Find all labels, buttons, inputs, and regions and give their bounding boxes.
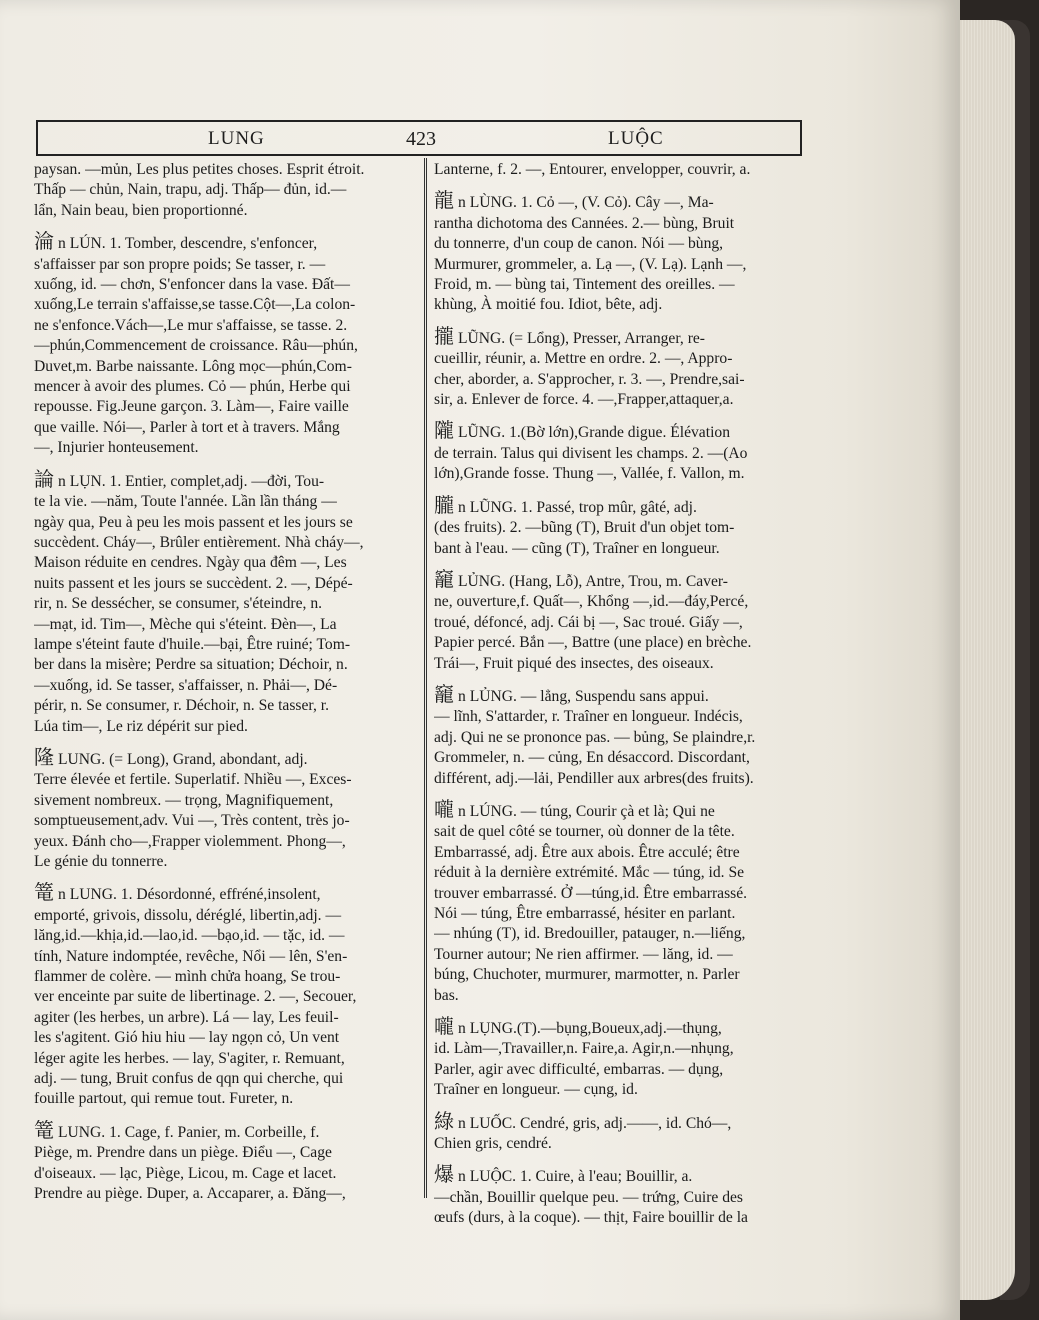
entry-text: n LỤN. 1. Entier, complet,adj. —đời, Tou- — [58, 472, 325, 490]
entry-text: œufs (durs, à la coque). — thịt, Faire bouillir de la — [434, 1209, 748, 1227]
entry-line — [434, 464, 814, 484]
entry-line — [34, 852, 416, 872]
entry-line — [34, 397, 416, 417]
entry-line — [434, 444, 814, 464]
entry-text: différent, adj.—lải, Pendiller aux arbres(des fruits). — [434, 769, 754, 787]
entry-text: n LUỐC. Cendré, gris, adj.——, id. Chó—, — [458, 1114, 732, 1132]
entry-line — [434, 255, 814, 275]
entry-text: nuits passent et les jours se succèdent. 2. —, Dépé- — [34, 574, 353, 592]
chinese-character: 篭 — [34, 882, 54, 905]
entry-line — [434, 214, 814, 234]
entry-text: lăng,id.—khịa,id.—lao,id. —bạo,id. — tặc, id. — — [34, 927, 345, 945]
entry-text: n LÚNG. — túng, Courir çà et là; Qui ne — [458, 802, 715, 820]
entry-line — [434, 633, 814, 653]
entry-line — [34, 926, 416, 946]
entry-line — [34, 1120, 416, 1143]
left-column — [34, 160, 416, 1215]
chinese-character: 隴 — [434, 420, 454, 443]
entry-text: Traîner en longueur. — cụng, id. — [434, 1081, 638, 1099]
entry-line — [34, 1069, 416, 1089]
entry-text: bas. — [434, 986, 459, 1004]
entry-line — [34, 201, 416, 221]
entry-line — [34, 316, 416, 336]
entry-line — [434, 495, 814, 518]
dictionary-entry — [434, 799, 814, 1006]
entry-text: que vaille. Nói—, Parler à tort et à travers. Mắng — [34, 418, 340, 436]
chinese-character: 篭 — [34, 1119, 54, 1142]
header-right-guideword: LUỘC — [608, 128, 664, 149]
entry-line — [434, 160, 814, 180]
entry-text: succèdent. Cháy—, Brûler entièrement. Nhà cháy—, — [34, 533, 364, 551]
entry-line — [434, 1039, 814, 1059]
entry-text: id. Làm—,Travailler,n. Faire,a. Agir,n.—nhụng, — [434, 1040, 734, 1058]
entry-text: agiter (les herbes, un arbre). Lá — lay, Les feuil- — [34, 1008, 339, 1026]
chinese-character: 隆 — [34, 746, 54, 769]
entry-text: (des fruits). 2. —bũng (T), Bruit d'un objet tom- — [434, 519, 735, 537]
entry-line — [434, 728, 814, 748]
entry-line — [434, 843, 814, 863]
entry-text: Thấp — chủn, Nain, trapu, adj. Thấp— đủn, id.— — [34, 181, 347, 199]
entry-text: n LÚN. 1. Tomber, descendre, s'enfoncer, — [58, 235, 318, 253]
entry-line — [34, 987, 416, 1007]
entry-text: Maison réduite en cendres. Ngày qua đêm —, Les — [34, 554, 347, 572]
entry-text: —mạt, id. Tim—, Mèche qui s'éteint. Đèn—, La — [34, 615, 337, 633]
entry-line — [34, 615, 416, 635]
entry-text: lẩn, Nain beau, bien proportionné. — [34, 201, 248, 219]
entry-text: LỦNG. (Hang, Lỗ), Antre, Trou, m. Caver- — [458, 572, 728, 590]
entry-text: bant à l'eau. — cũng (T), Traîner en longueur. — [434, 539, 720, 557]
dictionary-entry — [34, 1120, 416, 1205]
entry-line — [34, 1049, 416, 1069]
entry-line — [34, 967, 416, 987]
entry-text: Nói — túng, Être embarrassé, hésiter en parlant. — [434, 905, 736, 922]
entry-line — [434, 349, 814, 369]
entry-text: rantha dichotoma des Cannées. 2.— bùng, Bruit — [434, 214, 735, 232]
entry-continuation — [34, 160, 416, 221]
entry-line — [434, 326, 814, 349]
entry-text: Le génie du tonnerre. — [34, 853, 168, 870]
entry-line — [434, 684, 814, 707]
entry-line — [434, 1188, 814, 1208]
entry-text: somptueusement,adv. Vui —, Très content, très jo- — [34, 812, 350, 830]
entry-text: Trái—, Fruit piqué des insectes, des oiseaux. — [434, 654, 714, 672]
entry-line — [34, 1184, 416, 1204]
entry-line — [34, 635, 416, 655]
chinese-character: 竉 — [434, 683, 454, 706]
entry-line — [434, 924, 814, 944]
chinese-character: 爆 — [434, 1164, 454, 1187]
entry-line — [434, 769, 814, 789]
entry-line — [434, 863, 814, 883]
dictionary-entry — [434, 190, 814, 315]
entry-line — [434, 295, 814, 315]
entry-text: lớn),Grande fosse. Thung —, Vallée, f. Vallon, m. — [434, 465, 745, 483]
page-number: 423 — [406, 128, 436, 150]
entry-line — [34, 1089, 416, 1109]
entry-text: cher, aborder, a. S'approcher, r. 3. —, Prendre,sai- — [434, 370, 745, 388]
entry-text: Chien gris, cendré. — [434, 1135, 552, 1153]
entry-line — [434, 592, 814, 612]
entry-line — [434, 707, 814, 727]
entry-text: ngày qua, Peu à peu les mois passent et les jours se — [34, 513, 353, 531]
entry-text: ver enceinte par suite de libertinage. 2. —, Secouer, — [34, 988, 357, 1006]
entry-line — [434, 1208, 814, 1228]
entry-line — [34, 1028, 416, 1048]
entry-text: Lúa tim—, Le riz dépérit sur pied. — [34, 717, 248, 735]
entry-text: ne, ouverture,f. Quất—, Khổng —,id.—đáy,Percé, — [434, 593, 749, 611]
entry-line — [34, 1143, 416, 1163]
entry-line — [434, 390, 814, 410]
entry-line — [34, 231, 416, 254]
entry-text: Lanterne, f. 2. —, Entourer, envelopper, couvrir, a. — [434, 161, 751, 178]
chinese-character: 竉 — [434, 568, 454, 591]
entry-text: cueillir, réunir, a. Mettre en ordre. 2. —, Appro- — [434, 350, 733, 368]
entry-text: troué, défoncé, adj. Cái bị —, Sac troué. Giấy —, — [434, 613, 743, 631]
entry-text: — lĩnh, S'attarder, r. Traîner en longueur. Indécis, — [434, 708, 743, 726]
entry-text: Tourner autour; Ne rien affirmer. — lăng, id. — — [434, 945, 733, 963]
dictionary-entry — [434, 569, 814, 674]
entry-text: n LỤNG.(T).—bụng,Boueux,adj.—thụng, — [458, 1020, 722, 1038]
entry-text: Terre élevée et fertile. Superlatif. Nhiều —, Exces- — [34, 771, 352, 789]
entry-line — [34, 553, 416, 573]
chinese-character: 嚨 — [434, 1016, 454, 1039]
entry-text: Froid, m. — bùng tai, Tintement des oreilles. — — [434, 276, 735, 294]
entry-line — [34, 882, 416, 905]
header-left-guideword: LUNG — [208, 128, 265, 149]
entry-line — [34, 377, 416, 397]
entry-text: sivement nombreux. — trọng, Magnifiquement, — [34, 791, 334, 809]
entry-text: périr, n. Se consumer, r. Déchoir, n. Se tasser, r. — [34, 697, 330, 715]
entry-text: léger agite les herbes. — lay, S'agiter, r. Remuant, — [34, 1049, 345, 1067]
entry-line — [34, 655, 416, 675]
entry-text: Murmurer, grommeler, a. Lạ —, (V. Lạ). Lạnh —, — [434, 255, 747, 273]
entry-line — [434, 822, 814, 842]
entry-line — [34, 492, 416, 512]
entry-text: —, Injurier honteusement. — [34, 439, 199, 457]
entry-line — [434, 190, 814, 213]
entry-line — [34, 574, 416, 594]
entry-line — [34, 513, 416, 533]
entry-text: adj. Qui ne se prononce pas. — bủng, Se plaindre,r. — [434, 728, 756, 746]
entry-text: te la vie. —năm, Toute l'année. Lần lần tháng — — [34, 493, 337, 511]
entry-text: les s'agitent. Gió hiu hiu — lay ngọn cỏ, Un vent — [34, 1029, 340, 1047]
entry-line — [34, 676, 416, 696]
entry-text: yeux. Đánh cho—,Frapper violemment. Phong—, — [34, 832, 346, 850]
dictionary-entry — [434, 1016, 814, 1101]
entry-line — [434, 1060, 814, 1080]
entry-text: adj. — tung, Bruit confus de qqn qui cherche, qui — [34, 1070, 344, 1088]
dictionary-entry — [34, 882, 416, 1109]
right-column — [434, 160, 814, 1239]
entry-line — [434, 234, 814, 254]
entry-line — [434, 1164, 814, 1187]
entry-line — [34, 832, 416, 852]
entry-text: sir, a. Enlever de force. 4. —,Frapper,attaquer,a. — [434, 391, 734, 409]
entry-text: — nhúng (T), id. Bredouiller, patauger, n.—liếng, — [434, 925, 746, 943]
entry-line — [34, 160, 416, 180]
chinese-character: 龍 — [434, 190, 454, 213]
entry-text: flammer de colère. — mình chửa hoang, Se trou- — [34, 968, 341, 986]
entry-text: ber dans la misère; Perdre sa situation; Déchoir, n. — [34, 656, 348, 674]
entry-line — [34, 906, 416, 926]
entry-line — [434, 748, 814, 768]
entry-line — [34, 533, 416, 553]
entry-text: búng, Chuchoter, murmurer, marmotter, n. Parler — [434, 966, 740, 984]
entry-text: s'affaisser par son propre poids; Se tasser, r. — — [34, 255, 326, 273]
entry-text: LŨNG. 1.(Bờ lớn),Grande digue. Élévation — [458, 424, 730, 442]
entry-text: lampe s'éteint faute d'huile.—bại, Être ruiné; Tom- — [34, 635, 351, 653]
entry-line — [34, 418, 416, 438]
entry-text: fouille partout, qui remue tout. Fureter, n. — [34, 1090, 294, 1108]
entry-text: khùng, À moitié fou. Idiot, bête, adj. — [434, 296, 663, 314]
entry-line — [434, 884, 814, 904]
entry-text: sait de quel côté se tourner, où donner de la tête. — [434, 823, 735, 841]
entry-line — [34, 275, 416, 295]
entry-line — [34, 791, 416, 811]
running-header — [36, 120, 802, 156]
entry-text: Parler, agir avec difficulté, embarras. — dụng, — [434, 1060, 724, 1078]
column-divider — [424, 158, 427, 1198]
entry-text: trouver embarrassé. Ở —túng,id. Être embarrassé. — [434, 884, 748, 902]
chinese-character: 淪 — [34, 231, 54, 254]
entry-line — [434, 539, 814, 559]
entry-text: ne s'enfonce.Vách—,Le mur s'affaisse, se tasse. 2. — [34, 316, 348, 334]
dictionary-entry — [434, 326, 814, 411]
entry-line — [434, 569, 814, 592]
entry-text: Duvet,m. Barbe naissante. Lông mọc—phún,Com- — [34, 357, 352, 375]
entry-line — [34, 438, 416, 458]
entry-line — [434, 613, 814, 633]
entry-text: réduit à la dernière extrémité. Mắc — túng, id. Se — [434, 864, 745, 882]
entry-text: Papier percé. Bắn —, Battre (une place) en brèche. — [434, 634, 752, 652]
entry-line — [34, 1164, 416, 1184]
entry-text: n LUNG. 1. Désordonné, effréné,insolent, — [58, 886, 321, 904]
entry-line — [34, 180, 416, 200]
entry-text: LUNG. 1. Cage, f. Panier, m. Corbeille, f. — [58, 1123, 320, 1141]
entry-line — [34, 1008, 416, 1028]
entry-text: mencer à avoir des plumes. Cỏ — phún, Herbe qui — [34, 378, 351, 396]
entry-line — [34, 747, 416, 770]
entry-text: paysan. —mủn, Les plus petites choses. Esprit étroit. — [34, 161, 365, 178]
entry-text: xuống, id. — chơn, S'enfoncer dans la vase. Đất— — [34, 276, 350, 294]
entry-line — [434, 1111, 814, 1134]
entry-line — [434, 1080, 814, 1100]
entry-text: n LỦNG. — lẳng, Suspendu sans appui. — [458, 687, 709, 705]
dictionary-entry — [434, 495, 814, 559]
entry-text: tính, Nature indomptée, revêche, Nổi — lên, S'en- — [34, 947, 348, 965]
dictionary-entry — [34, 231, 416, 458]
entry-line — [34, 811, 416, 831]
entry-text: —xuống, id. Se tasser, s'affaisser, n. Phải—, Dé- — [34, 676, 338, 694]
entry-continuation — [434, 160, 814, 180]
entry-text: n LÙNG. 1. Cỏ —, (V. Cỏ). Cây —, Ma- — [458, 194, 714, 212]
entry-text: Piège, m. Prendre dans un piège. Điểu —, Cage — [34, 1144, 332, 1162]
entry-line — [34, 295, 416, 315]
entry-line — [34, 336, 416, 356]
entry-line — [34, 770, 416, 790]
entry-line — [434, 275, 814, 295]
entry-line — [434, 1134, 814, 1154]
chinese-character: 論 — [34, 468, 54, 491]
entry-text: de terrain. Talus qui divisent les champs. 2. —(Ao — [434, 444, 748, 462]
entry-line — [34, 469, 416, 492]
entry-text: —phún,Commencement de croissance. Râu—phún, — [34, 337, 358, 355]
entry-line — [34, 696, 416, 716]
dictionary-entry — [34, 469, 416, 737]
entry-line — [34, 255, 416, 275]
entry-line — [434, 965, 814, 985]
entry-line — [34, 594, 416, 614]
chinese-character: 朧 — [434, 494, 454, 517]
entry-text: Prendre au piège. Duper, a. Accaparer, a. Đăng—, — [34, 1185, 346, 1203]
entry-line — [434, 1016, 814, 1039]
entry-line — [34, 717, 416, 737]
entry-line — [434, 986, 814, 1006]
chinese-character: 攏 — [434, 325, 454, 348]
entry-line — [434, 420, 814, 443]
dictionary-entry — [434, 420, 814, 484]
dictionary-entry — [434, 1164, 814, 1228]
entry-line — [34, 947, 416, 967]
dictionary-entry — [34, 747, 416, 872]
entry-line — [434, 799, 814, 822]
entry-line — [434, 945, 814, 965]
entry-line — [434, 654, 814, 674]
chinese-character: 綠 — [434, 1110, 454, 1133]
entry-text: Grommeler, n. — củng, En désaccord. Discordant, — [434, 749, 750, 767]
entry-text: LŨNG. (= Lổng), Presser, Arranger, re- — [458, 329, 706, 347]
entry-text: emporté, grivois, dissolu, déréglé, libertin,adj. — — [34, 906, 342, 924]
entry-text: Embarrassé, adj. Être aux abois. Être acculé; être — [434, 843, 740, 861]
entry-text: n LUỘC. 1. Cuire, à l'eau; Bouillir, a. — [458, 1168, 693, 1186]
entry-text: —chần, Bouillir quelque peu. — trứng, Cuire des — [434, 1188, 744, 1206]
entry-text: LUNG. (= Long), Grand, abondant, adj. — [58, 750, 308, 768]
entry-line — [434, 370, 814, 390]
entry-text: rir, n. Se dessécher, se consumer, s'éteindre, n. — [34, 595, 323, 613]
dictionary-entry — [434, 1111, 814, 1155]
entry-line — [34, 357, 416, 377]
entry-text: xuống,Le terrain s'affaisse,se tasse.Cột—,La colon- — [34, 296, 356, 314]
entry-line — [434, 518, 814, 538]
chinese-character: 嚨 — [434, 798, 454, 821]
entry-text: du tonnerre, d'un coup de canon. Nói — bùng, — [434, 235, 724, 253]
entry-text: repousse. Fig.Jeune garçon. 3. Làm—, Faire vaille — [34, 398, 349, 416]
entry-line — [434, 904, 814, 924]
entry-text: n LŨNG. 1. Passé, trop mûr, gâté, adj. — [458, 498, 697, 516]
dictionary-entry — [434, 684, 814, 789]
entry-text: d'oiseaux. — lạc, Piège, Licou, m. Cage et lacet. — [34, 1164, 337, 1182]
